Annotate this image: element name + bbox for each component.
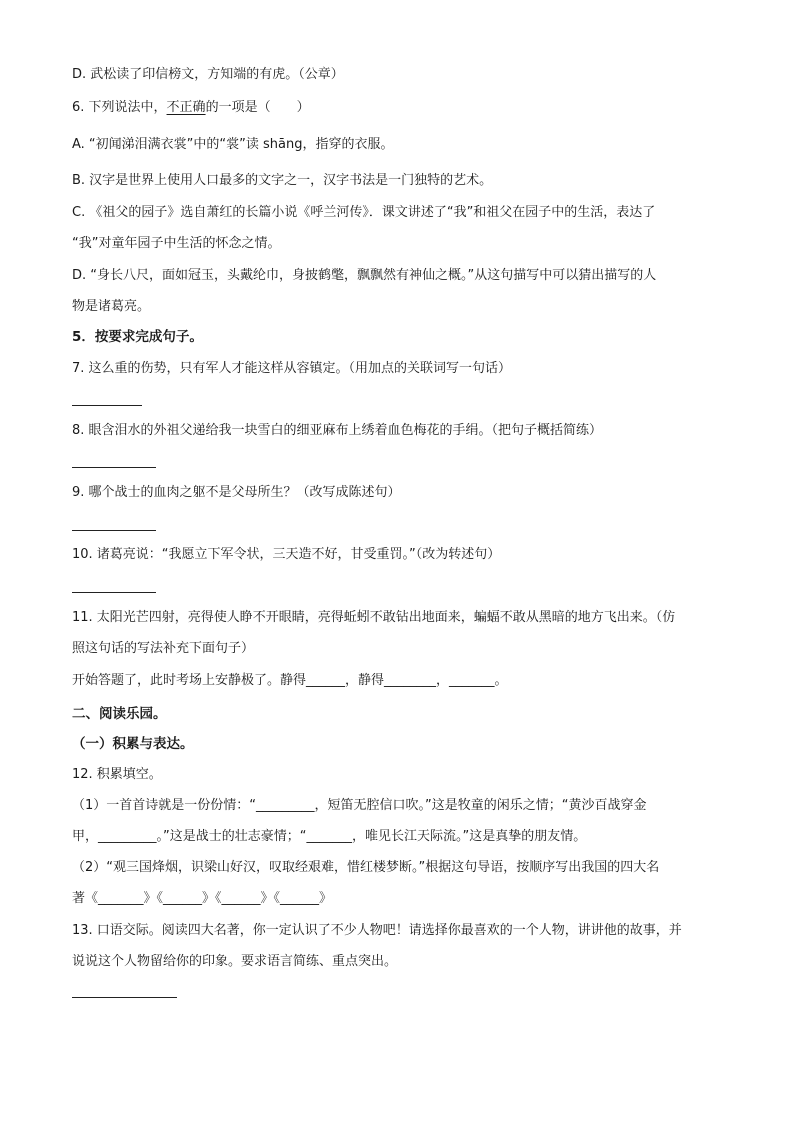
question-10: 10. 诸葛亮说：“我愿立下军令状，三天造不好，甘受重罚。”（改为转述句）: [72, 547, 501, 562]
question-12-part1-line1: （1）一首首诗就是一份份情：“_________，短笛无腔信口吹。”这是牧童的闲乐之情；“黄沙百战穿金: [72, 798, 647, 813]
question-6: [72, 98, 722, 118]
section-heading-5: 5．按要求完成句子。: [72, 329, 203, 345]
question-11-fill: 开始答题了，此时考场上安静极了。静得______，静得________，_______。: [72, 673, 508, 688]
option-d-q6-line2: 物是诸葛亮。: [72, 299, 151, 314]
question-11-line1: 11. 太阳光芒四射，亮得使人睁不开眼睛，亮得蚯蚓不敢钻出地面来，蝙蝠不敢从黑暗的地方飞出来。（仿: [72, 610, 676, 625]
question-11-line2: 照这句话的写法补充下面句子）: [72, 641, 255, 656]
answer-line-q10[interactable]: [72, 592, 156, 593]
section-heading-reading: 二、阅读乐园。: [72, 706, 167, 722]
question-12-part1-line2: 甲，_________。”这是战士的壮志豪情；“_______，唯见长江天际流。”这是真挚的朋友情。: [72, 829, 587, 844]
answer-line-q8[interactable]: [72, 467, 156, 468]
option-d-q5: D. 武松读了印信榜文，方知端的有虎。（公章）: [72, 67, 344, 82]
question-12: 12. 积累填空。: [72, 767, 162, 782]
question-6-prefix: 6. 下列说法中，: [72, 100, 167, 115]
question-6-underlined: 不正确: [166, 100, 206, 115]
answer-line-q13[interactable]: [72, 997, 177, 998]
question-12-part2-line2: 著《_______》《______》《______》《______》: [72, 891, 333, 906]
question-12-part2-line1: （2）“观三国烽烟，识梁山好汉，叹取经艰难，惜红楼梦断。”根据这句导语，按顺序写出我国的四大名: [72, 860, 660, 875]
answer-line-q7[interactable]: [72, 405, 142, 406]
subsection-heading-1: （一）积累与表达。: [72, 736, 194, 752]
question-8: 8. 眼含泪水的外祖父递给我一块雪白的细亚麻布上绣着血色梅花的手绢。（把句子概括简练）: [72, 423, 603, 438]
question-7: 7. 这么重的伤势，只有军人才能这样从容镇定。（用加点的关联词写一句话）: [72, 361, 512, 376]
question-9: 9. 哪个战士的血肉之躯不是父母所生？（改写成陈述句）: [72, 485, 401, 500]
option-d-q6-line1: D. “身长八尺，面如冠玉，头戴纶巾，身披鹤氅，飘飘然有神仙之概。”从这句描写中可以猜出描写的人: [72, 268, 657, 283]
option-c-q6-line1: C. 《祖父的园子》选自萧红的长篇小说《呼兰河传》．课文讲述了“我”和祖父在园子中的生活，表达了: [72, 205, 656, 220]
answer-line-q9[interactable]: [72, 530, 156, 531]
question-13-line1: 13. 口语交际。阅读四大名著，你一定认识了不少人物吧！请选择你最喜欢的一个人物，讲讲他的故事，并: [72, 923, 682, 938]
option-c-q6-line2: “我”对童年园子中生活的怀念之情。: [72, 236, 281, 251]
option-b-q6: B. 汉字是世界上使用人口最多的文字之一，汉字书法是一门独特的艺术。: [72, 173, 493, 188]
option-a-q6: A. “初闻涕泪满衣裳”中的“裳”读 shāng，指穿的衣服。: [72, 137, 394, 152]
question-13-line2: 说说这个人物留给你的印象。要求语言简练、重点突出。: [72, 954, 398, 969]
question-6-suffix: 的一项是（ ）: [205, 100, 310, 115]
